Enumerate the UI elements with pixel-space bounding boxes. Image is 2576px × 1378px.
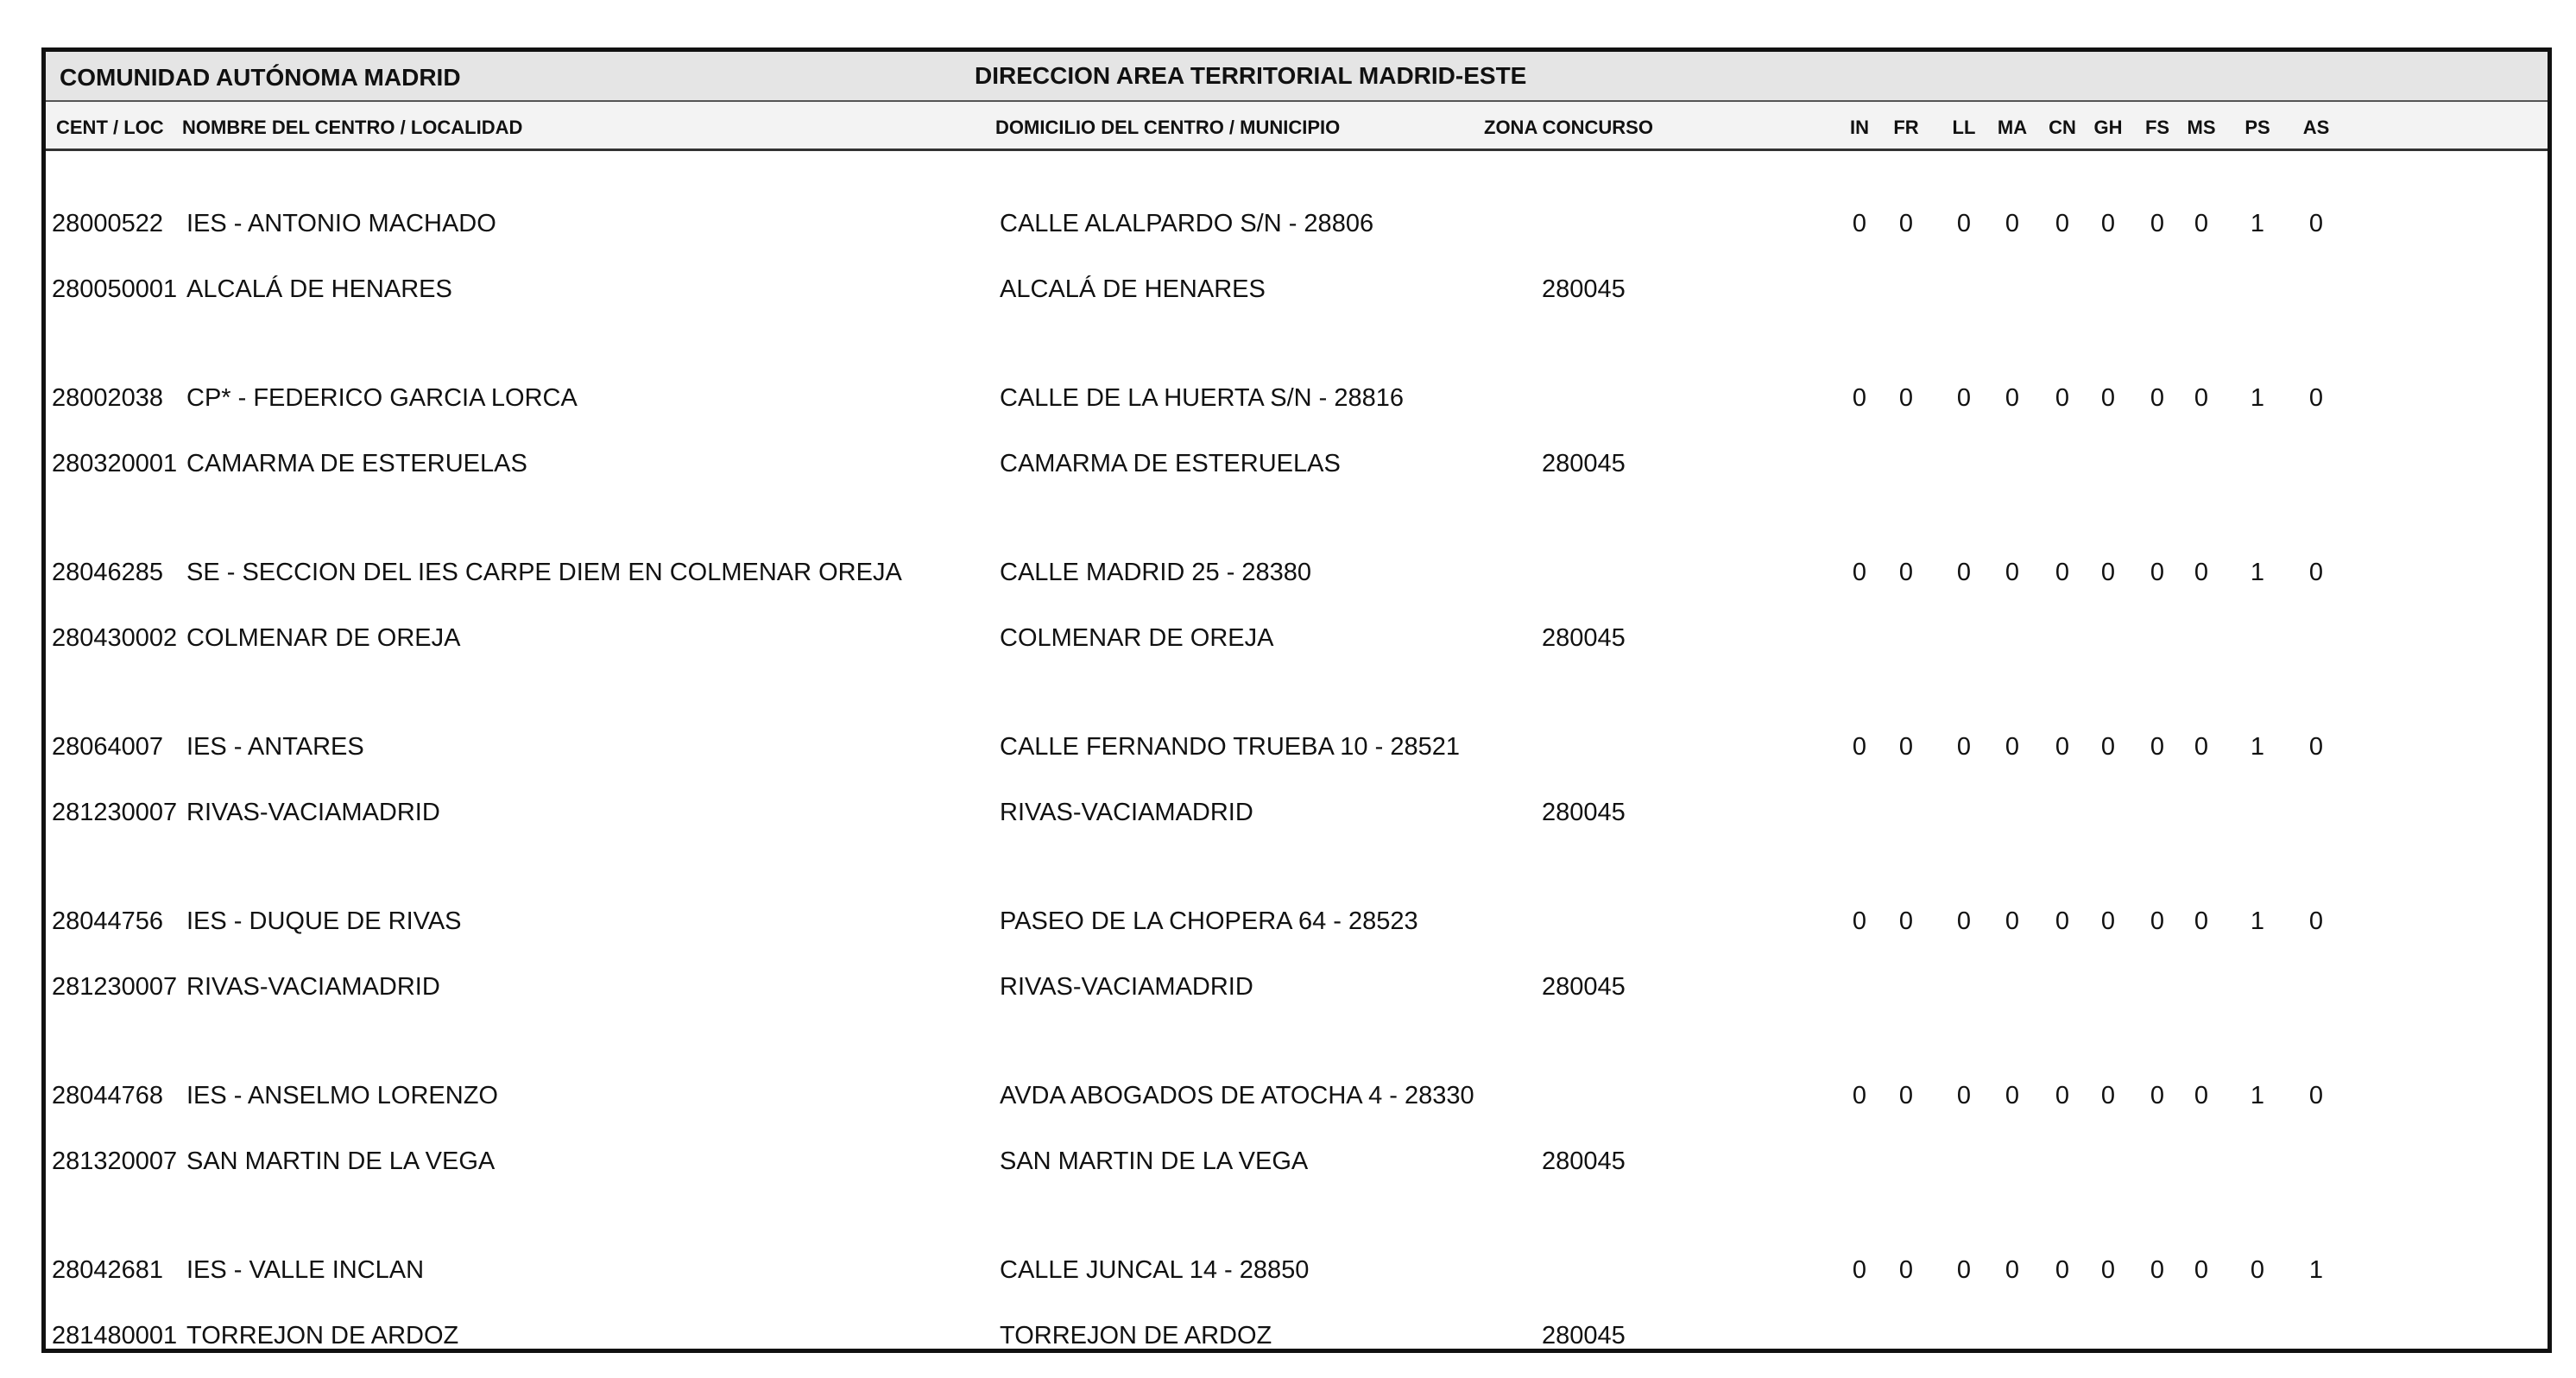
vacancy-gh: 0	[2100, 1256, 2116, 1284]
municipality-name: CAMARMA DE ESTERUELAS	[1000, 450, 1341, 477]
vacancy-gh: 0	[2100, 384, 2116, 412]
vacancy-as: 0	[2308, 733, 2324, 761]
vacancy-ma: 0	[2005, 559, 2020, 586]
vacancy-ps: 1	[2250, 559, 2265, 586]
column-header-bar	[46, 102, 2548, 151]
vacancy-fs: 0	[2150, 1082, 2165, 1109]
vacancy-in: 0	[1852, 733, 1867, 761]
area-title: DIRECCION AREA TERRITORIAL MADRID-ESTE	[975, 62, 1527, 89]
center-name: CP* - FEDERICO GARCIA LORCA	[186, 384, 578, 412]
vacancy-gh: 0	[2100, 1082, 2116, 1109]
vacancy-fs: 0	[2150, 1256, 2165, 1284]
vacancy-as: 0	[2308, 210, 2324, 237]
col-header-cent-loc: CENT / LOC	[56, 117, 164, 138]
vacancy-gh: 0	[2100, 559, 2116, 586]
locality-code: 281320007	[52, 1147, 178, 1175]
col-header-as: AS	[2302, 117, 2330, 138]
vacancy-gh: 0	[2100, 210, 2116, 237]
zona-concurso-code: 280045	[1542, 624, 1626, 652]
vacancy-ms: 0	[2194, 559, 2209, 586]
col-header-domicilio: DOMICILIO DEL CENTRO / MUNICIPIO	[995, 117, 1341, 138]
vacancy-ma: 0	[2005, 210, 2020, 237]
col-header-ma: MA	[1997, 117, 2028, 138]
zona-concurso-code: 280045	[1542, 275, 1626, 303]
vacancy-fs: 0	[2150, 210, 2165, 237]
center-address: CALLE MADRID 25 - 28380	[1000, 559, 1312, 586]
col-header-nombre: NOMBRE DEL CENTRO / LOCALIDAD	[182, 117, 523, 138]
municipality-name: SAN MARTIN DE LA VEGA	[1000, 1147, 1309, 1175]
municipality-name: COLMENAR DE OREJA	[1000, 624, 1274, 652]
col-header-fs: FS	[2144, 117, 2170, 138]
col-header-gh: GH	[2093, 117, 2123, 138]
vacancy-ll: 0	[1956, 1256, 1972, 1284]
vacancy-fs: 0	[2150, 733, 2165, 761]
col-header-cn: CN	[2049, 117, 2076, 138]
col-header-in: IN	[1850, 117, 1869, 138]
center-address: CALLE DE LA HUERTA S/N - 28816	[1000, 384, 1404, 412]
center-name: IES - ANSELMO LORENZO	[186, 1082, 498, 1109]
center-address: PASEO DE LA CHOPERA 64 - 28523	[1000, 907, 1418, 935]
vacancy-fs: 0	[2150, 384, 2165, 412]
center-code: 28064007	[52, 733, 164, 761]
region-title: COMUNIDAD AUTÓNOMA MADRID	[60, 64, 461, 91]
vacancy-fr: 0	[1898, 1256, 1914, 1284]
vacancy-fs: 0	[2150, 559, 2165, 586]
vacancy-fr: 0	[1898, 1082, 1914, 1109]
locality-code: 280320001	[52, 450, 178, 477]
vacancy-as: 1	[2308, 1256, 2324, 1284]
vacancy-ps: 0	[2250, 1256, 2265, 1284]
center-name: SE - SECCION DEL IES CARPE DIEM EN COLMENAR OREJA	[186, 559, 902, 586]
vacancy-ll: 0	[1956, 1082, 1972, 1109]
center-code: 28000522	[52, 210, 164, 237]
center-code: 28046285	[52, 559, 164, 586]
center-address: CALLE FERNANDO TRUEBA 10 - 28521	[1000, 733, 1460, 761]
locality-name: RIVAS-VACIAMADRID	[186, 799, 440, 826]
zona-concurso-code: 280045	[1542, 973, 1626, 1001]
vacancy-in: 0	[1852, 1082, 1867, 1109]
vacancy-fr: 0	[1898, 907, 1914, 935]
vacancy-cn: 0	[2055, 384, 2070, 412]
table-title-bar	[46, 52, 2548, 102]
vacancy-ll: 0	[1956, 733, 1972, 761]
municipality-name: TORREJON DE ARDOZ	[1000, 1322, 1272, 1350]
vacancy-cn: 0	[2055, 1082, 2070, 1109]
locality-name: COLMENAR DE OREJA	[186, 624, 461, 652]
col-header-ms: MS	[2187, 117, 2216, 138]
document-table-frame	[41, 47, 2552, 1353]
municipality-name: RIVAS-VACIAMADRID	[1000, 973, 1253, 1001]
zona-concurso-code: 280045	[1542, 799, 1626, 826]
vacancy-ms: 0	[2194, 907, 2209, 935]
vacancy-ma: 0	[2005, 907, 2020, 935]
center-code: 28042681	[52, 1256, 164, 1284]
locality-code: 280430002	[52, 624, 178, 652]
center-name: IES - ANTARES	[186, 733, 364, 761]
center-address: CALLE JUNCAL 14 - 28850	[1000, 1256, 1310, 1284]
vacancy-gh: 0	[2100, 733, 2116, 761]
vacancy-ps: 1	[2250, 907, 2265, 935]
vacancy-ma: 0	[2005, 1082, 2020, 1109]
vacancy-ma: 0	[2005, 384, 2020, 412]
locality-name: RIVAS-VACIAMADRID	[186, 973, 440, 1001]
locality-name: TORREJON DE ARDOZ	[186, 1322, 459, 1350]
vacancy-fr: 0	[1898, 559, 1914, 586]
zona-concurso-code: 280045	[1542, 450, 1626, 477]
vacancy-ms: 0	[2194, 733, 2209, 761]
vacancy-as: 0	[2308, 907, 2324, 935]
vacancy-ps: 1	[2250, 384, 2265, 412]
vacancy-cn: 0	[2055, 733, 2070, 761]
center-name: IES - DUQUE DE RIVAS	[186, 907, 462, 935]
zona-concurso-code: 280045	[1542, 1322, 1626, 1350]
locality-name: SAN MARTIN DE LA VEGA	[186, 1147, 496, 1175]
vacancy-in: 0	[1852, 384, 1867, 412]
col-header-ps: PS	[2245, 117, 2270, 138]
vacancy-as: 0	[2308, 559, 2324, 586]
vacancy-ms: 0	[2194, 1256, 2209, 1284]
municipality-name: RIVAS-VACIAMADRID	[1000, 799, 1253, 826]
zona-concurso-code: 280045	[1542, 1147, 1626, 1175]
vacancy-as: 0	[2308, 1082, 2324, 1109]
vacancy-ms: 0	[2194, 210, 2209, 237]
vacancy-ps: 1	[2250, 1082, 2265, 1109]
vacancy-gh: 0	[2100, 907, 2116, 935]
locality-code: 281230007	[52, 973, 178, 1001]
center-name: IES - VALLE INCLAN	[186, 1256, 425, 1284]
col-header-ll: LL	[1952, 117, 1976, 138]
vacancy-fr: 0	[1898, 210, 1914, 237]
vacancy-fr: 0	[1898, 733, 1914, 761]
vacancy-ma: 0	[2005, 1256, 2020, 1284]
vacancy-cn: 0	[2055, 559, 2070, 586]
vacancy-in: 0	[1852, 907, 1867, 935]
vacancy-ll: 0	[1956, 384, 1972, 412]
locality-code: 281230007	[52, 799, 178, 826]
locality-code: 281480001	[52, 1322, 178, 1350]
col-header-fr: FR	[1893, 117, 1919, 138]
center-address: CALLE ALALPARDO S/N - 28806	[1000, 210, 1374, 237]
municipality-name: ALCALÁ DE HENARES	[1000, 275, 1266, 303]
vacancy-as: 0	[2308, 384, 2324, 412]
vacancy-ll: 0	[1956, 559, 1972, 586]
vacancy-fr: 0	[1898, 384, 1914, 412]
vacancy-ll: 0	[1956, 907, 1972, 935]
vacancy-cn: 0	[2055, 210, 2070, 237]
col-header-zona: ZONA CONCURSO	[1484, 117, 1653, 138]
locality-name: ALCALÁ DE HENARES	[186, 275, 452, 303]
center-code: 28002038	[52, 384, 164, 412]
center-code: 28044756	[52, 907, 164, 935]
vacancy-ll: 0	[1956, 210, 1972, 237]
center-name: IES - ANTONIO MACHADO	[186, 210, 496, 237]
locality-name: CAMARMA DE ESTERUELAS	[186, 450, 527, 477]
vacancy-ps: 1	[2250, 733, 2265, 761]
vacancy-in: 0	[1852, 1256, 1867, 1284]
vacancy-cn: 0	[2055, 1256, 2070, 1284]
vacancy-ma: 0	[2005, 733, 2020, 761]
center-address: AVDA ABOGADOS DE ATOCHA 4 - 28330	[1000, 1082, 1474, 1109]
center-code: 28044768	[52, 1082, 164, 1109]
vacancy-ps: 1	[2250, 210, 2265, 237]
vacancy-in: 0	[1852, 210, 1867, 237]
vacancy-cn: 0	[2055, 907, 2070, 935]
vacancy-fs: 0	[2150, 907, 2165, 935]
vacancy-ms: 0	[2194, 1082, 2209, 1109]
vacancy-ms: 0	[2194, 384, 2209, 412]
locality-code: 280050001	[52, 275, 178, 303]
vacancy-in: 0	[1852, 559, 1867, 586]
